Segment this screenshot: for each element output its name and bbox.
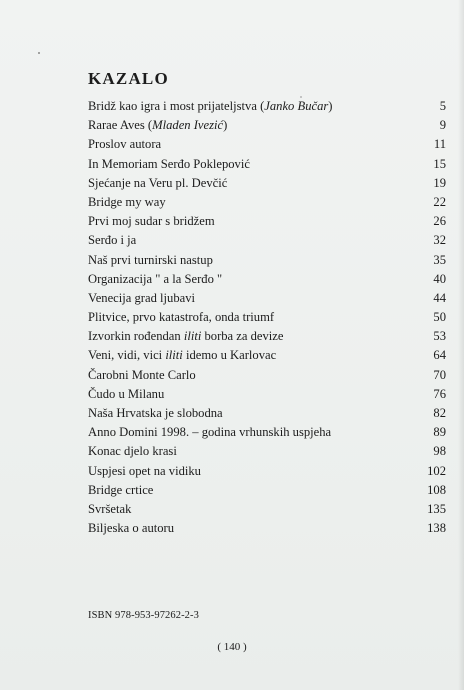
toc-entry-title [88,135,161,154]
toc-entry-page: 76 [433,386,446,401]
toc-entry-title-text: Bridge my way [88,194,166,209]
page-title: KAZALO [88,69,169,89]
toc-entry-title [88,116,227,135]
toc-entry-page: 138 [427,521,446,536]
toc-entry-page: 135 [427,501,446,516]
toc-entry-title [88,500,131,519]
toc-entry-title-text: Biljeska o autoru [88,521,175,536]
toc-entry-page: 22 [433,194,446,209]
toc-entry-title [88,462,201,481]
toc-entry-title-text: Svršetak [88,501,132,516]
toc-entry-title-text: Plitvice, prvo katastrofa, onda triumf [88,310,275,325]
toc-entry-title-italic: iliti [183,329,202,344]
toc-entry [88,366,448,385]
toc-entry-page: 5 [439,99,446,113]
toc-entry-title-text: Čudo u Milanu [88,386,165,401]
toc-entry-page: 15 [433,156,446,171]
toc-entry [88,385,448,404]
toc-entry [88,231,448,250]
toc-entry-page: 89 [433,425,446,440]
toc-entry-page: 108 [427,482,446,497]
toc-entry [88,519,448,538]
toc-entry-title [88,442,177,461]
toc-entry-page: 32 [433,233,446,248]
toc-entry-title [88,366,196,385]
toc-entry-page: 98 [433,444,446,459]
toc-entry-title-text: Uspjesi opet na vidiku [88,463,201,478]
toc-entry-title-text: Naš prvi turnirski nastup [88,252,213,267]
toc-entry-title-italic: iliti [165,348,183,363]
toc-entry-title [88,327,284,346]
toc-entry-title [88,155,250,174]
toc-entry-title-text: ) [223,118,228,133]
toc-entry-title-text: Proslov autora [88,137,162,152]
toc-entry-title [88,481,153,500]
toc-entry-page: 11 [433,137,446,152]
toc-entry-page: 19 [433,175,446,190]
toc-entry-title-text: Sjećanje na Veru pl. Devčić [88,175,228,190]
toc-entry [88,481,448,500]
toc-entry [88,404,448,423]
toc-entry-page: 70 [433,367,446,382]
toc-entry-page: 35 [433,252,446,267]
toc-entry-title-text: Prvi moj sudar s bridžem [88,214,215,229]
toc-entry-page: 40 [433,271,446,286]
toc-entry-title [88,193,166,212]
toc-entry-title [88,251,213,270]
toc-entry-page: 102 [427,463,446,478]
toc-entry-title-text: Veni, vidi, vici [88,348,166,363]
toc-entry-title [88,308,274,327]
toc-entry-title [88,289,195,308]
toc-entry-title-text: ) [328,99,333,113]
toc-entry-title-text: Konac djelo krasi [88,444,177,459]
toc-entry-title [88,404,223,423]
toc-entry [88,155,448,174]
toc-entry-title [88,519,174,538]
toc-entry-title-text: Organizacija " a la Serđo " [88,271,223,286]
toc-entry-title-text: Rarae Aves ( [88,118,153,133]
toc-entry [88,212,448,231]
toc-entry-title [88,174,227,193]
toc-entry-title-italic: Janko Bučar [264,99,329,113]
toc-entry-title [88,270,222,289]
toc-entry-title-text: borba za devize [201,329,284,344]
toc-entry [88,97,448,116]
toc-entry [88,327,448,346]
toc-entry-title [88,423,331,442]
toc-entry [88,308,448,327]
toc-entry [88,135,448,154]
toc-entry-title-text: Čarobni Monte Carlo [88,367,196,382]
toc-entry-title-text: Anno Domini 1998. – godina vrhunskih uspjeha [88,425,332,440]
toc-entry-title-text: idemo u Karlovac [182,348,277,363]
toc-entry-title [88,212,215,231]
isbn-text: ISBN 978-953-97262-2-3 [88,610,199,621]
toc-entry-title-italic: Mladen Ivezić [152,118,224,133]
toc-entry-page: 9 [439,118,446,133]
toc-entry-page: 64 [433,348,446,363]
toc-entry-page: 53 [433,329,446,344]
toc-entry [88,116,448,135]
toc-entry-title [88,385,164,404]
page-number: ( 140 ) [217,641,247,653]
toc-entry [88,289,448,308]
toc-entry-title-text: In Memoriam Serđo Poklepović [88,156,250,171]
toc-entry-title [88,231,136,250]
toc-entry-page: 26 [433,214,446,229]
toc-entry [88,442,448,461]
toc-entry [88,346,448,365]
toc-entry-title-text: Naša Hrvatska je slobodna [88,406,223,420]
toc-entry [88,251,448,270]
toc-entry [88,174,448,193]
paper-speck [300,96,302,98]
toc-entry [88,270,448,289]
toc-entry-title [88,97,332,116]
toc-entry [88,423,448,442]
toc-entry [88,462,448,481]
toc-entry-page: 50 [433,310,446,325]
toc-entry-title-text: Venecija grad ljubavi [88,290,196,305]
toc-entry-page: 44 [433,290,446,305]
toc-entry-page: 82 [433,406,446,420]
paper-speck [38,52,40,54]
toc-entry-title-text: Bridge crtice [88,482,154,497]
toc-entry [88,193,448,212]
toc-entry-title-text: Serđo i ja [88,233,137,248]
toc-entry-title-text: Izvorkin rođendan [88,329,184,344]
toc-entry-title-text: Bridž kao igra i most prijateljstva ( [88,99,265,113]
table-of-contents [88,97,448,538]
toc-entry [88,500,448,519]
toc-entry-title [88,346,276,365]
